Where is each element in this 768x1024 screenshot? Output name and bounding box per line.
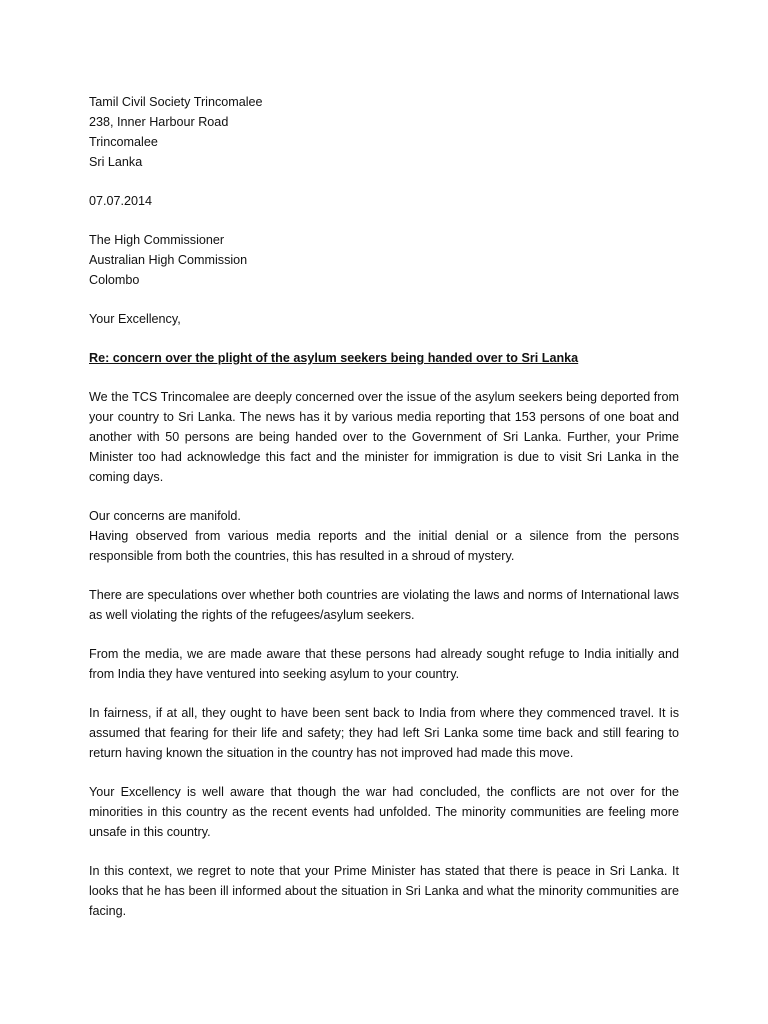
subject-line: Re: concern over the plight of the asylum seekers being handed over to Sri Lanka [89,351,579,365]
body-paragraph-3: Having observed from various media reports and the initial denial or a silence from the persons responsible from both the countries, this has resulted in a shroud of mystery. [89,529,679,563]
recipient-office: Australian High Commission [89,253,248,267]
body-paragraph-7: Your Excellency is well aware that though the war had concluded, the conflicts are not over for the minorities in this country as the recent events had unfolded. The minority communities are feeling more unsafe in this country. [89,785,679,839]
sender-country: Sri Lanka [89,155,143,169]
sender-city: Trincomalee [89,135,158,149]
sender-organization: Tamil Civil Society Trincomalee [89,95,263,109]
recipient-city: Colombo [89,273,140,287]
sender-street: 238, Inner Harbour Road [89,115,229,129]
body-paragraph-2: Our concerns are manifold. [89,509,241,523]
body-paragraph-1: We the TCS Trincomalee are deeply concerned over the issue of the asylum seekers being deported from your country to Sri Lanka. The news has it by various media reporting that 153 persons of one boat and another with 50 persons are being handed over to the Government of Sri Lanka. Further, your Prime Minister too had acknowledge this fact and the minister for immigration is due to visit Sri Lanka in the coming days. [89,390,679,484]
sender-address [89,92,679,172]
salutation: Your Excellency, [89,312,181,326]
body-paragraph-4: There are speculations over whether both countries are violating the laws and norms of International laws as well violating the rights of the refugees/asylum seekers. [89,588,679,622]
recipient-address [89,230,679,290]
letter-page [89,92,679,921]
letter-date: 07.07.2014 [89,194,153,208]
body-paragraph-5: From the media, we are made aware that these persons had already sought refuge to India initially and from India they have ventured into seeking asylum to your country. [89,647,679,681]
recipient-title: The High Commissioner [89,233,225,247]
body-paragraph-6: In fairness, if at all, they ought to have been sent back to India from where they commenced travel. It is assumed that fearing for their life and safety; they had left Sri Lanka some time back and still fearing to return having known the situation in the country has not improved had made this move. [89,706,679,760]
body-paragraph-8: In this context, we regret to note that your Prime Minister has stated that there is peace in Sri Lanka. It looks that he has been ill informed about the situation in Sri Lanka and what the minority communities are facing. [89,864,679,918]
